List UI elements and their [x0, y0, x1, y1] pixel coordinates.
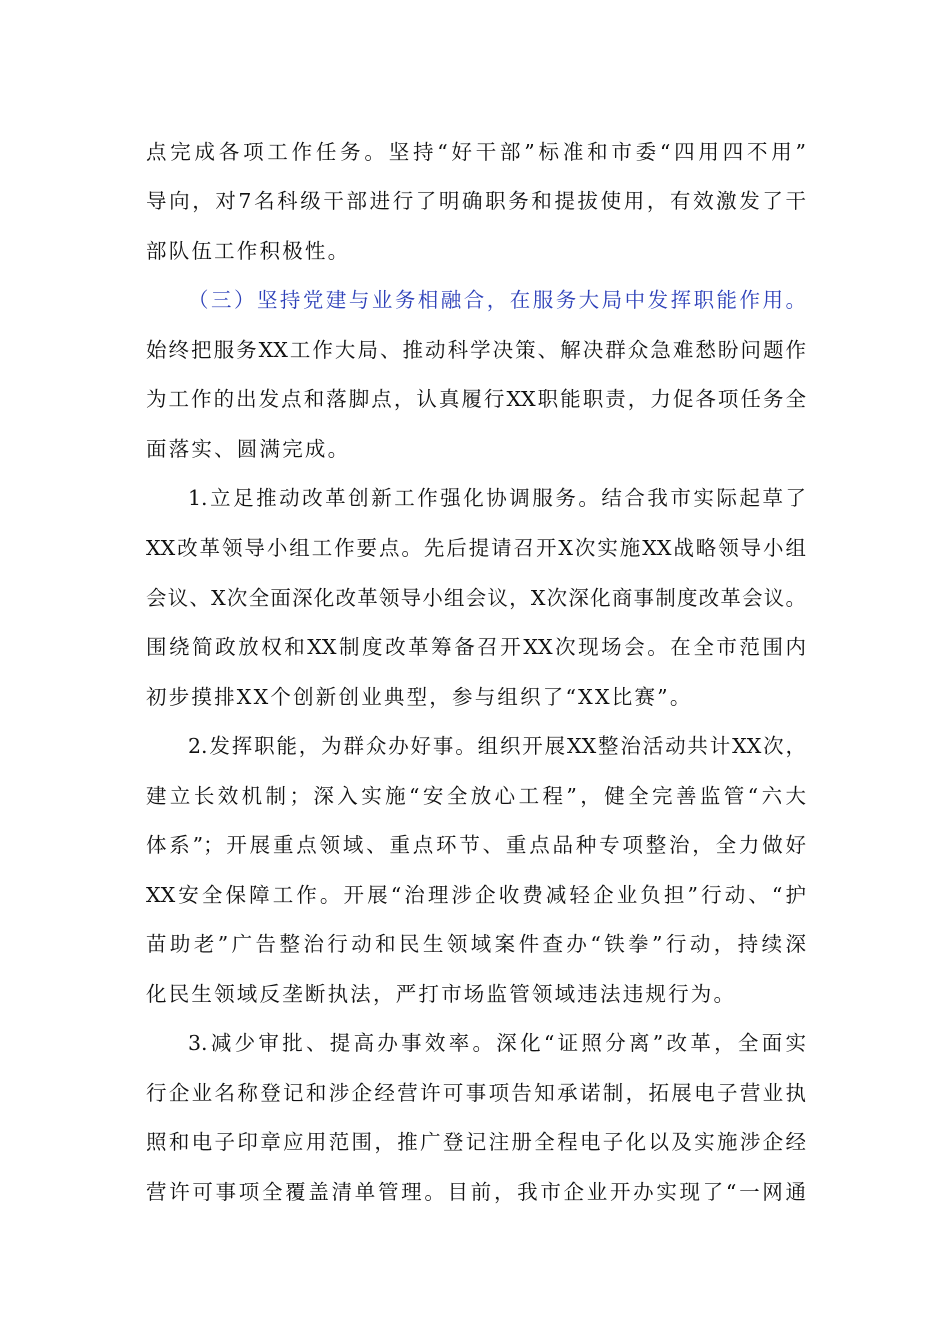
text-line: 点完成各项工作任务。坚持“好干部”标准和市委“四用四不用”: [146, 140, 806, 164]
text-line: 导向，对7名科级干部进行了明确职务和提拔使用，有效激发了干: [146, 189, 806, 213]
text-line: 营许可事项全覆盖清单管理。目前，我市企业开办实现了“一网通: [146, 1180, 806, 1204]
text-line: 建立长效机制；深入实施“安全放心工程”，健全完善监管“六大: [146, 784, 806, 808]
text-line: 始终把服务XX工作大局、推动科学决策、解决群众急难愁盼问题作: [146, 338, 806, 362]
text-line: XX安全保障工作。开展“治理涉企收费减轻企业负担”行动、“护: [146, 883, 806, 907]
text-line: 部队伍工作积极性。: [146, 239, 351, 263]
text-line: 照和电子印章应用范围，推广登记注册全程电子化以及实施涉企经: [146, 1130, 806, 1154]
text-line: 围绕简政放权和XX制度改革筹备召开XX次现场会。在全市范围内: [146, 635, 806, 659]
text-line: 苗助老”广告整治行动和民生领域案件查办“铁拳”行动，持续深: [146, 932, 806, 956]
text-line: 初步摸排XX个创新创业典型，参与组织了“XX比赛”。: [146, 685, 693, 709]
text-line: 为工作的出发点和落脚点，认真履行XX职能职责，力促各项任务全: [146, 387, 806, 411]
text-line: XX改革领导小组工作要点。先后提请召开X次实施XX战略领导小组: [146, 536, 806, 560]
section-heading: （三）坚持党建与业务相融合，在服务大局中发挥职能作用。: [188, 288, 806, 312]
text-line: 化民生领域反垄断执法，严打市场监管领域违法违规行为。: [146, 982, 737, 1006]
text-line: 行企业名称登记和涉企经营许可事项告知承诺制，拓展电子营业执: [146, 1081, 806, 1105]
text-line: 会议、X次全面深化改革领导小组会议，X次深化商事制度改革会议。: [146, 586, 806, 610]
text-line: 1.立足推动改革创新工作强化协调服务。结合我市实际起草了: [188, 486, 806, 510]
text-line: 面落实、圆满完成。: [146, 437, 351, 461]
text-line: 2.发挥职能，为群众办好事。组织开展XX整治活动共计XX次，: [188, 734, 806, 758]
text-line: 体系”；开展重点领域、重点环节、重点品种专项整治，全力做好: [146, 833, 806, 857]
text-line: 3.减少审批、提高办事效率。深化“证照分离”改革，全面实: [188, 1031, 806, 1055]
